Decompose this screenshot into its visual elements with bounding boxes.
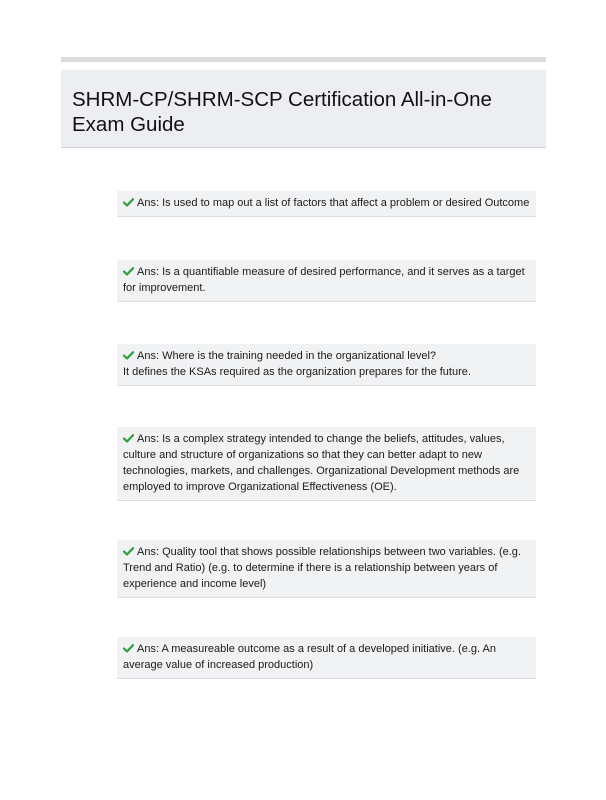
- document-title-line-1: SHRM-CP/SHRM-SCP Certification All-in-One: [72, 88, 492, 111]
- check-mark-icon: [123, 434, 134, 443]
- answer-box-3: [117, 344, 536, 386]
- answer-text: Ans: Is a quantifiable measure of desired performance, and it serves as a target for improvement.: [123, 266, 525, 294]
- answer-box-6: [117, 637, 536, 679]
- document-title: [72, 87, 536, 137]
- title-header: [61, 70, 546, 148]
- check-mark-icon: [123, 351, 134, 360]
- check-mark-icon: [123, 267, 134, 276]
- top-divider: [61, 57, 546, 62]
- answer-box-4: [117, 427, 536, 501]
- check-mark-icon: [123, 644, 134, 653]
- answer-text: Ans: A measureable outcome as a result of a developed initiative. (e.g. An average value of increased production): [123, 643, 496, 671]
- answer-text: Ans: Where is the training needed in the organizational level?: [137, 350, 437, 362]
- document-title-line-2: Exam Guide: [72, 113, 185, 136]
- answer-text-continued: It defines the KSAs required as the organization prepares for the future.: [123, 366, 471, 378]
- check-mark-icon: [123, 547, 134, 556]
- answer-text: Ans: Is a complex strategy intended to change the beliefs, attitudes, values, culture and structure of organizations so that they can better adapt to new technologies, markets, and challenges. Organizational Development methods are employed to improve Organizational Effectiveness (OE).: [123, 433, 520, 493]
- answer-text: Ans: Quality tool that shows possible relationships between two variables. (e.g. Trend and Ratio) (e.g. to determine if there is a relationship between years of experience and income level): [123, 546, 521, 590]
- answer-box-5: [117, 540, 536, 598]
- answer-box-1: [117, 191, 536, 217]
- answer-box-2: [117, 260, 536, 302]
- answer-text: Ans: Is used to map out a list of factors that affect a problem or desired Outcome: [137, 197, 530, 209]
- check-mark-icon: [123, 198, 134, 207]
